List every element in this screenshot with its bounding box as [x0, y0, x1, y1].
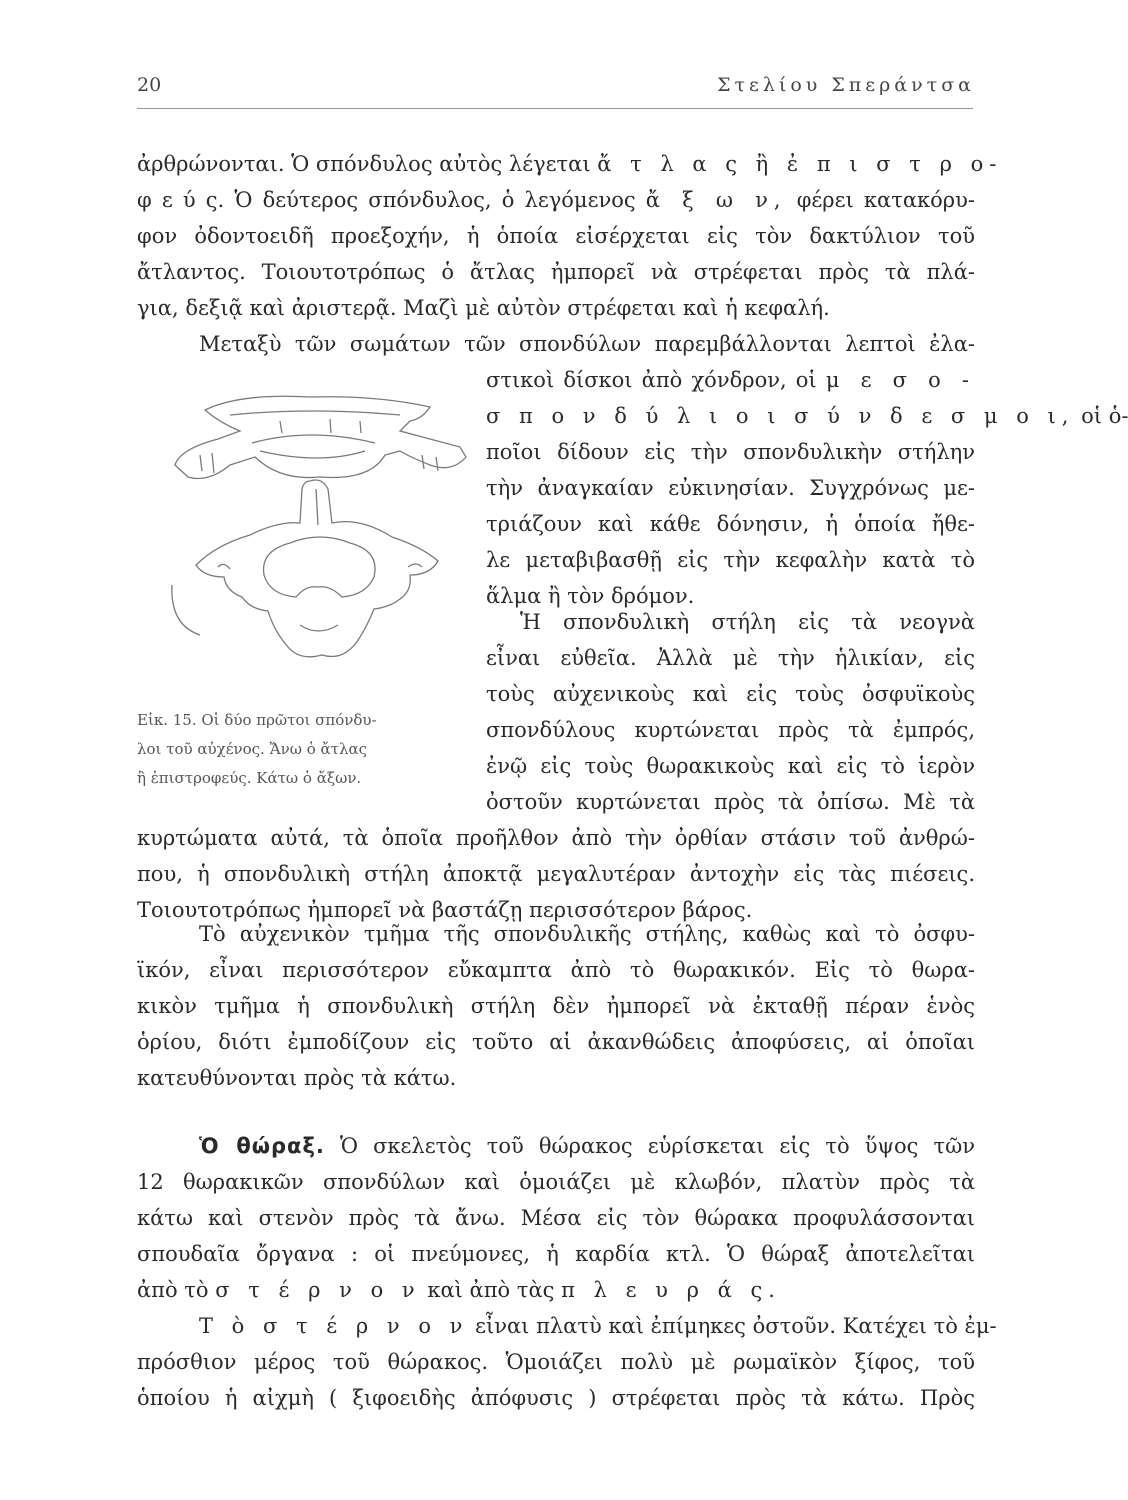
para2-line-8: ἅλμα ἢ τὸν δρόμον.	[486, 584, 695, 608]
axon-term: ἄ ξ ω ν,	[645, 188, 787, 212]
sternon-term: σ τ έ ρ ν ο ν	[215, 1278, 421, 1302]
page-number: 20	[137, 74, 162, 96]
figure-caption-line-1: Εἰκ. 15. Οἱ δύο πρῶτοι σπόνδυ-	[137, 711, 377, 729]
mesospondylioi-term: μ ε σ ο -	[825, 368, 975, 392]
sternum-term: Τ ὸ σ τ έ ρ ν ο ν	[199, 1314, 469, 1338]
thorax-heading: Ὁ θώραξ.	[199, 1134, 325, 1158]
para3-line-5: ἐνῷ εἰς τοὺς θωρακικοὺς καὶ εἰς τὸ ἱερὸν	[486, 754, 975, 778]
para4-line-1: Τὸ αὐχενικὸν τμῆμα τῆς σπονδυλικῆς στήλης, καθὼς καὶ τὸ ὀσφυ-	[199, 922, 975, 946]
figure-caption-line-3: ἢ ἐπιστροφεύς. Κάτω ὁ ἄξων.	[137, 769, 362, 787]
para1-line-4: ἄτλαντος. Τοιουτοτρόπως ὁ ἄτλας ἠμπορεῖ νὰ στρέφεται πρὸς τὰ πλά-	[137, 260, 975, 284]
para1-line-5: για, δεξιᾷ καὶ ἀριστερᾷ. Μαζὶ μὲ αὐτὸν στρέφεται καὶ ἡ κεφαλή.	[137, 296, 830, 320]
para2-line-2: στικοὶ δίσκοι ἀπὸ χόνδρον, οἱ μ ε σ ο -	[486, 368, 975, 392]
axis-vertebra-drawing	[172, 480, 438, 657]
syndesmoi-term: σ π ο ν δ ύ λ ι ο ι σ ύ ν δ ε σ μ ο ι,	[486, 404, 1075, 428]
thorax-line-5: ἀπὸ τὸ σ τ έ ρ ν ο ν καὶ ἀπὸ τὰς π λ ε υ ρ ά ς.	[137, 1278, 781, 1302]
para3-line-9: Τοιουτοτρόπως ἠμπορεῖ νὰ βαστάζῃ περισσότερον βάρος.	[137, 898, 753, 922]
para2-line-3: σ π ο ν δ ύ λ ι ο ι σ ύ ν δ ε σ μ ο ι, οἱ ὁ-	[486, 404, 1128, 428]
para3-line-8: που, ἡ σπονδυλικὴ στήλη ἀποκτᾷ μεγαλυτέραν ἀντοχὴν εἰς τὰς πιέσεις.	[137, 862, 975, 886]
thorax-line-4: σπουδαῖα ὄργανα : οἱ πνεύμονες, ἡ καρδία κτλ. Ὁ θώραξ ἀποτελεῖται	[137, 1242, 975, 1266]
para3-line-1: Ἡ σπονδυλικὴ στήλη εἰς τὰ νεογνὰ	[520, 610, 975, 634]
sternum-line-3: ὁποίου ἡ αἰχμὴ ( ξιφοειδὴς ἀπόφυσις ) στρέφεται πρὸς τὰ κάτω. Πρὸς	[137, 1386, 975, 1410]
para2-line-1: Μεταξὺ τῶν σωμάτων τῶν σπονδύλων παρεμβάλλονται λεπτοὶ ἐλα-	[199, 332, 975, 356]
para3-line-2: εἶναι εὐθεῖα. Ἀλλὰ μὲ τὴν ἡλικίαν, εἰς	[486, 646, 975, 670]
para3-line-3: τοὺς αὐχενικοὺς καὶ εἰς τοὺς ὀσφυϊκοὺς	[486, 682, 975, 706]
running-title: Στελίου Σπεράντσα	[717, 74, 975, 96]
para2-line-6: τριάζουν καὶ κάθε δόνησιν, ἡ ὁποία ἤθε-	[486, 512, 975, 536]
para3-line-6: ὀστοῦν κυρτώνεται πρὸς τὰ ὀπίσω. Μὲ τὰ	[486, 790, 975, 814]
thorax-line-2: 12 θωρακικῶν σπονδύλων καὶ ὁμοιάζει μὲ κλωβόν, πλατὺν πρὸς τὰ	[137, 1170, 975, 1194]
pleuras-term: π λ ε υ ρ ά ς.	[561, 1278, 781, 1302]
para3-line-4: σπονδύλους κυρτώνεται πρὸς τὰ ἐμπρός,	[486, 718, 975, 742]
sternum-line-2: πρόσθιον μέρος τοῦ θώρακος. Ὁμοιάζει πολὺ μὲ ρωμαϊκὸν ξίφος, τοῦ	[137, 1350, 975, 1374]
para1-line-2: φ ε ύ ς. Ὁ δεύτερος σπόνδυλος, ὁ λεγόμενος ἄ ξ ω ν, φέρει κατακόρυ-	[137, 188, 975, 212]
atlas-term: ἄ τ λ α ς ἢ ἐ π ι σ τ ρ ο-	[597, 152, 1003, 176]
para1-line-1: ἀρθρώνονται. Ὁ σπόνδυλος αὐτὸς λέγεται ἄ τ λ α ς ἢ ἐ π ι σ τ ρ ο-	[137, 152, 1003, 176]
thorax-line-3: κάτω καὶ στενὸν πρὸς τὰ ἄνω. Μέσα εἰς τὸν θώρακα προφυλάσσονται	[137, 1206, 975, 1230]
para4-line-4: ὁρίου, διότι ἐμποδίζουν εἰς τοῦτο αἱ ἀκανθώδεις ἀποφύσεις, αἱ ὁποῖαι	[137, 1030, 975, 1054]
para4-line-2: ϊκόν, εἶναι περισσότερον εὔκαμπτα ἀπὸ τὸ θωρακικόν. Εἰς τὸ θωρα-	[137, 958, 975, 982]
para2-line-7: λε μεταβιβασθῇ εἰς τὴν κεφαλὴν κατὰ τὸ	[486, 548, 975, 572]
para4-line-3: κικὸν τμῆμα ἡ σπονδυλικὴ στήλη δὲν ἠμπορεῖ νὰ ἐκταθῇ πέραν ἑνὸς	[137, 994, 975, 1018]
para3-line-7: κυρτώματα αὐτά, τὰ ὁποῖα προῆλθον ἀπὸ τὴν ὀρθίαν στάσιν τοῦ ἀνθρώ-	[137, 826, 975, 850]
para2-line-4: ποῖοι δίδουν εἰς τὴν σπονδυλικὴν στήλην	[486, 440, 975, 464]
header-rule	[137, 108, 973, 109]
para2-line-5: τὴν ἀναγκαίαν εὐκινησίαν. Συγχρόνως με-	[486, 476, 975, 500]
thorax-line-1: Ὁ θώραξ. Ὁ σκελετὸς τοῦ θώρακος εὑρίσκεται εἰς τὸ ὕψος τῶν	[199, 1134, 975, 1158]
figure-caption-line-2: λοι τοῦ αὐχένος. Ἄνω ὁ ἄτλας	[137, 740, 367, 758]
atlas-vertebra-drawing	[175, 396, 466, 478]
para1-line-3: φον ὀδοντοειδῆ προεξοχήν, ἡ ὁποία εἰσέρχεται εἰς τὸν δακτύλιον τοῦ	[137, 224, 975, 248]
para4-line-5: κατευθύνονται πρὸς τὰ κάτω.	[137, 1066, 457, 1090]
sternum-line-1: Τ ὸ σ τ έ ρ ν ο ν εἶναι πλατὺ καὶ ἐπίμηκες ὀστοῦν. Κατέχει τὸ ἐμ-	[199, 1314, 997, 1338]
vertebrae-illustration	[160, 385, 475, 695]
